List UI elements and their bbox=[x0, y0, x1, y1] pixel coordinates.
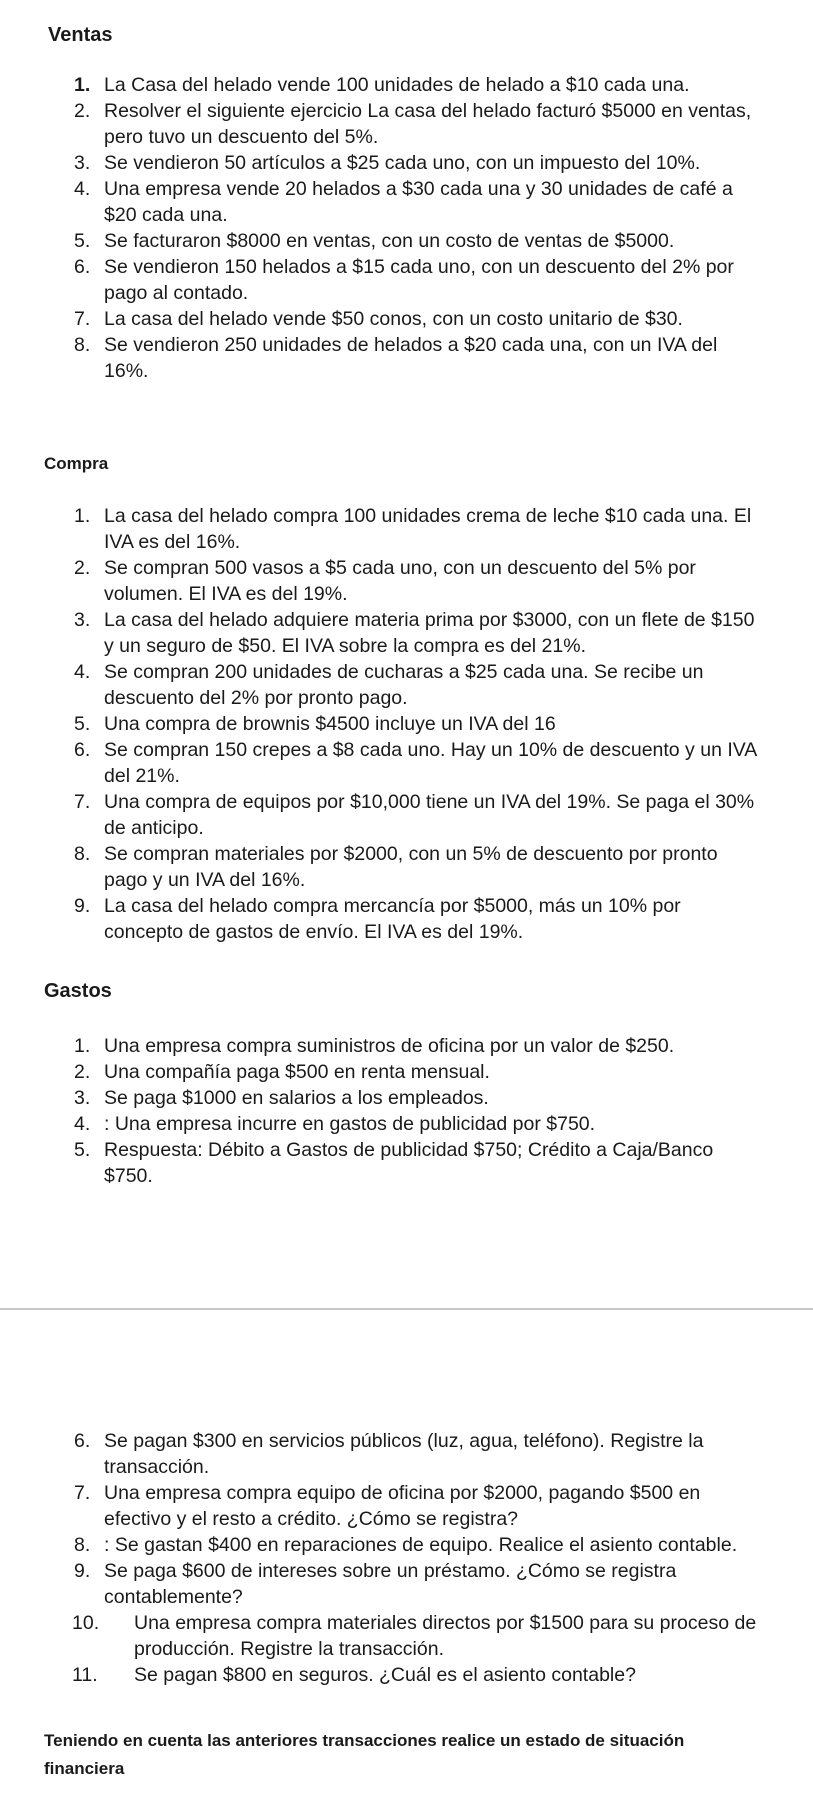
list-item bbox=[64, 1610, 764, 1662]
item-text: Resolver el siguiente ejercicio La casa del helado facturó $5000 en ventas, pero tuvo un descuento del 5%. bbox=[104, 100, 752, 148]
item-number: 6. bbox=[74, 739, 91, 761]
item-number: 8. bbox=[74, 843, 91, 865]
item-text: Se compran materiales por $2000, con un 5% de descuento por pronto pago y un IVA del 16%. bbox=[104, 843, 718, 891]
item-number: 1. bbox=[74, 505, 91, 527]
item-number: 3. bbox=[74, 152, 91, 174]
item-text: Se pagan $800 en seguros. ¿Cuál es el asiento contable? bbox=[134, 1664, 636, 1686]
item-text: Respuesta: Débito a Gastos de publicidad $750; Crédito a Caja/Banco $750. bbox=[104, 1139, 714, 1187]
gastos-list-continued bbox=[64, 1428, 764, 1688]
item-number: 9. bbox=[74, 1560, 91, 1582]
item-text: Una compra de equipos por $10,000 tiene un IVA del 19%. Se paga el 30% de anticipo. bbox=[104, 791, 755, 839]
list-item bbox=[64, 72, 764, 98]
ventas-list bbox=[64, 72, 764, 384]
item-text: Se compran 500 vasos a $5 cada uno, con un descuento del 5% por volumen. El IVA es del 19%. bbox=[104, 557, 696, 605]
list-item bbox=[64, 1428, 764, 1480]
item-number: 1. bbox=[74, 1035, 91, 1057]
item-number: 4. bbox=[74, 1113, 91, 1135]
list-item bbox=[64, 893, 764, 945]
item-text: Se vendieron 250 unidades de helados a $20 cada una, con un IVA del 16%. bbox=[104, 334, 718, 382]
list-item bbox=[64, 1558, 764, 1610]
item-text: Se vendieron 150 helados a $15 cada uno, con un descuento del 2% por pago al contado. bbox=[104, 256, 734, 304]
item-text: Una empresa vende 20 helados a $30 cada una y 30 unidades de café a $20 cada una. bbox=[104, 178, 733, 226]
list-item bbox=[64, 1111, 764, 1137]
final-instruction: Teniendo en cuenta las anteriores transacciones realice un estado de situación financiera bbox=[44, 1731, 685, 1778]
item-number: 11. bbox=[72, 1664, 98, 1686]
list-item bbox=[64, 503, 764, 555]
list-item bbox=[64, 1137, 764, 1189]
list-item bbox=[64, 1085, 764, 1111]
item-number: 5. bbox=[74, 230, 91, 252]
list-item bbox=[64, 555, 764, 607]
list-item bbox=[64, 659, 764, 711]
list-item bbox=[64, 789, 764, 841]
list-item bbox=[64, 306, 764, 332]
list-item bbox=[64, 150, 764, 176]
list-item bbox=[64, 254, 764, 306]
list-item bbox=[64, 98, 764, 150]
item-number: 2. bbox=[74, 100, 91, 122]
list-item bbox=[64, 1532, 764, 1558]
item-number: 6. bbox=[74, 1430, 91, 1452]
list-item bbox=[64, 1480, 764, 1532]
item-text: Se facturaron $8000 en ventas, con un costo de ventas de $5000. bbox=[104, 230, 675, 252]
item-number: 7. bbox=[74, 308, 91, 330]
item-number: 3. bbox=[74, 609, 91, 631]
item-text: La Casa del helado vende 100 unidades de helado a $10 cada una. bbox=[104, 74, 690, 96]
item-number: 2. bbox=[74, 1061, 91, 1083]
item-text: Una empresa compra materiales directos por $1500 para su proceso de producción. Registre la transacción. bbox=[134, 1612, 757, 1660]
item-text: La casa del helado adquiere materia prima por $3000, con un flete de $150 y un seguro de $50. El IVA sobre la compra es del 21%. bbox=[104, 609, 755, 657]
section-title-compra: Compra bbox=[44, 454, 109, 473]
item-text: Se paga $1000 en salarios a los empleados. bbox=[104, 1087, 489, 1109]
item-number: 8. bbox=[74, 334, 91, 356]
list-item bbox=[64, 711, 764, 737]
item-number: 10. bbox=[72, 1612, 100, 1634]
list-item bbox=[64, 176, 764, 228]
item-text: Una empresa compra suministros de oficina por un valor de $250. bbox=[104, 1035, 675, 1057]
item-text: Se vendieron 50 artículos a $25 cada uno, con un impuesto del 10%. bbox=[104, 152, 701, 174]
list-item bbox=[64, 607, 764, 659]
compra-list bbox=[64, 503, 764, 945]
item-text: Una empresa compra equipo de oficina por $2000, pagando $500 en efectivo y el resto a crédito. ¿Cómo se registra? bbox=[104, 1482, 701, 1530]
item-number: 2. bbox=[74, 557, 91, 579]
item-number: 6. bbox=[74, 256, 91, 278]
item-text: : Se gastan $400 en reparaciones de equipo. Realice el asiento contable. bbox=[104, 1534, 738, 1556]
list-item bbox=[64, 228, 764, 254]
item-text: La casa del helado vende $50 conos, con un costo unitario de $30. bbox=[104, 308, 683, 330]
item-text: : Una empresa incurre en gastos de publicidad por $750. bbox=[104, 1113, 596, 1135]
list-item bbox=[64, 841, 764, 893]
item-text: La casa del helado compra mercancía por $5000, más un 10% por concepto de gastos de envío. El IVA es del 19%. bbox=[104, 895, 681, 943]
section-title-gastos: Gastos bbox=[44, 980, 112, 1002]
item-number: 3. bbox=[74, 1087, 91, 1109]
page-divider bbox=[0, 1308, 813, 1310]
item-text: Se compran 200 unidades de cucharas a $25 cada una. Se recibe un descuento del 2% por pronto pago. bbox=[104, 661, 704, 709]
gastos-list bbox=[64, 1033, 764, 1189]
item-number: 4. bbox=[74, 661, 91, 683]
item-number: 9. bbox=[74, 895, 91, 917]
item-number: 1. bbox=[74, 74, 91, 96]
list-item bbox=[64, 737, 764, 789]
list-item bbox=[64, 1059, 764, 1085]
item-text: Una compañía paga $500 en renta mensual. bbox=[104, 1061, 490, 1083]
item-number: 5. bbox=[74, 1139, 91, 1161]
item-text: Se compran 150 crepes a $8 cada uno. Hay un 10% de descuento y un IVA del 21%. bbox=[104, 739, 757, 787]
section-title-ventas: Ventas bbox=[48, 24, 113, 46]
list-item bbox=[64, 1033, 764, 1059]
item-text: Se paga $600 de intereses sobre un préstamo. ¿Cómo se registra contablemente? bbox=[104, 1560, 677, 1608]
list-item bbox=[64, 332, 764, 384]
item-number: 5. bbox=[74, 713, 91, 735]
item-text: Una compra de brownis $4500 incluye un IVA del 16 bbox=[104, 713, 556, 735]
item-number: 4. bbox=[74, 178, 91, 200]
item-number: 8. bbox=[74, 1534, 91, 1556]
item-number: 7. bbox=[74, 791, 91, 813]
item-text: La casa del helado compra 100 unidades crema de leche $10 cada una. El IVA es del 16%. bbox=[104, 505, 752, 553]
item-number: 7. bbox=[74, 1482, 91, 1504]
list-item bbox=[64, 1662, 764, 1688]
item-text: Se pagan $300 en servicios públicos (luz, agua, teléfono). Registre la transacción. bbox=[104, 1430, 704, 1478]
